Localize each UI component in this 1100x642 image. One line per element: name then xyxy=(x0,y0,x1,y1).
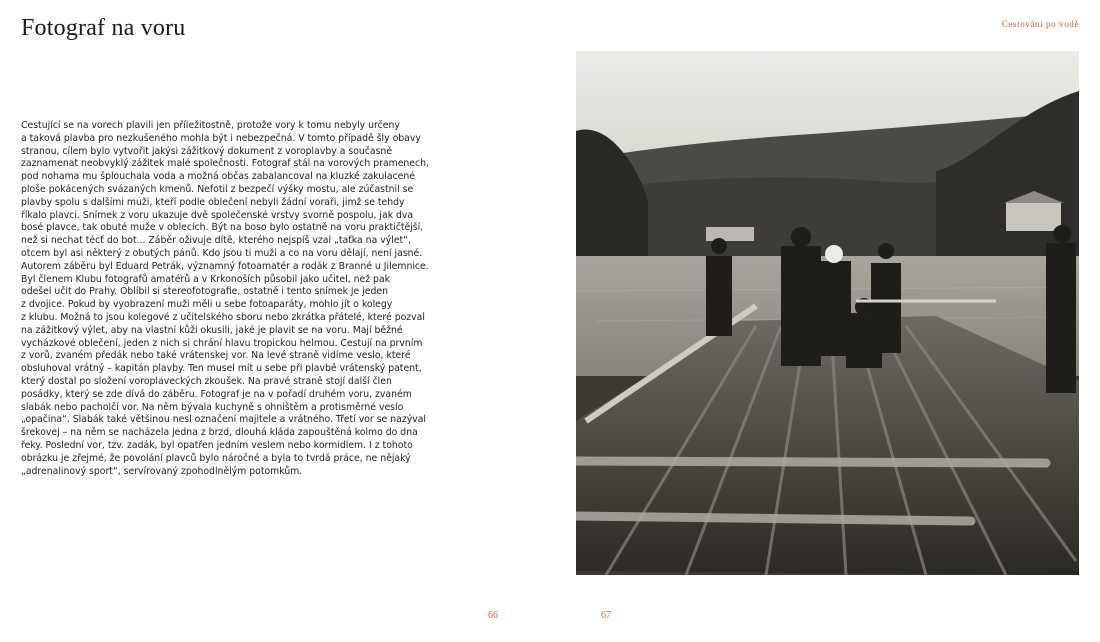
historical-raft-photograph xyxy=(576,51,1079,575)
body-text-line: obsluhoval vrátný – kapitán plavby. Ten musel mít u sebe při plavbě vrátenský patent, xyxy=(21,363,422,375)
body-text-line: z dvojice. Pokud by vyobrazení muži měli u sebe fotoaparáty, mohlo jít o kolegy xyxy=(21,299,393,311)
body-text-line: a taková plavba pro nezkušeného mohla být i nebezpečná. V tomto případě šly obavy xyxy=(21,132,421,144)
body-text-line: Cestující se na vorech plavili jen příležitostně, protože vory k tomu nebyly určeny xyxy=(21,120,400,131)
body-text xyxy=(21,120,429,478)
body-text-line: Byl členem Klubu fotografů amatérů a v Krkonoších působil jako učitel, než pak xyxy=(21,273,391,285)
body-text-line: než si nechat técť do bot... Záběr oživuje dítě, kterého nejspíš vzal „taťka na výlet“, xyxy=(21,235,411,247)
body-text-line: obrázku je zřejmé, že povolání plavců bylo náročné a byla to tvrdá práce, ne nějaký xyxy=(21,452,411,464)
body-text-line: který dostal po složení voroplaveckých zkoušek. Na pravé straně stojí další člen xyxy=(21,375,392,387)
body-text-line: řeky. Poslední vor, tzv. zadák, byl opatřen jedním veslem nebo kormidlem. I z tohoto xyxy=(21,439,413,451)
page-number-left: 66 xyxy=(488,610,498,621)
body-text-line: na zážitkový výlet, aby na vlastní kůži okusili, jaké je plavit se na voru. Mají běžné xyxy=(21,324,403,336)
body-text-line: pod nohama mu šplouchala voda a možná občas zabalancoval na kluzké zakulacené xyxy=(21,171,416,183)
body-text-line: zaznamenat neobvyklý zážitek malé společnosti. Fotograf stál na vorových pramenech, xyxy=(21,158,429,170)
page-title: Fotograf na voru xyxy=(21,15,186,41)
body-text-line: odešel učit do Prahy. Oblíbil si stereofotografie, ostatně i tento snímek je jeden xyxy=(21,286,388,298)
body-text-line: posádky, který se zde dívá do záběru. Fotograf je na v pořadí druhém voru, zvaném xyxy=(21,388,412,400)
page-number-right: 67 xyxy=(601,610,611,621)
body-text-line: šrekovej – na něm se nacházela jedna z brzd, dlouhá kláda zapouštěná kolmo do dna xyxy=(21,427,418,439)
body-text-line: říkalo plavci. Snímek z voru ukazuje dvě společenské vrstvy svorně pospolu, jak dva xyxy=(21,209,414,221)
body-text-line: „opačina“. Slabák také většinou nesl označení majitele a vrátného. Třetí vor se nazýval xyxy=(21,414,426,426)
body-text-line: slabák nebo pacholčí vor. Na něm bývala kuchyně s ohništěm a protisměrné veslo xyxy=(21,401,404,413)
body-text-line: vycházkové oblečení, jeden z nich si chrání hlavu tropickou helmou. Cestují na prvním xyxy=(21,337,423,349)
body-text-line: otcem byl asi některý z obutých pánů. Kdo jsou ti muži a co na voru dělají, není jasné. xyxy=(21,247,423,259)
body-text-line: ploše pokácených svázaných kmenů. Nefotil z bezpečí výšky mostu, ale zúčastnil se xyxy=(21,183,414,195)
body-text-line: stranou, cílem bylo vytvořit jakýsi zážitkový dokument z voroplavby a současně xyxy=(21,145,393,157)
body-text-line: „adrenalinový sport“, servírovaný zpohodlnělým potomkům. xyxy=(21,465,303,477)
running-head: Cestování po vodě xyxy=(1001,19,1079,29)
body-text-line: z vorů, zvaném předák nebo také vrátenskej vor. Na levé straně vidíme veslo, které xyxy=(21,350,411,362)
body-text-line: plavby spolu s dalšími muži, kteří podle oblečení nebyli žádní voraři, jimž se tehdy xyxy=(21,196,405,208)
body-text-line: bosé plavce, tak obuté muže v oblecích. Být na boso bylo ostatně na voru praktičtější, xyxy=(21,222,424,234)
body-text-line: Autorem záběru byl Eduard Petrák, významný fotoamatér a rodák z Branné u Jilemnice. xyxy=(21,260,429,272)
body-text-line: z klubu. Možná to jsou kolegové z učitelského sboru nebo zkrátka přátelé, které pozval xyxy=(21,311,425,323)
